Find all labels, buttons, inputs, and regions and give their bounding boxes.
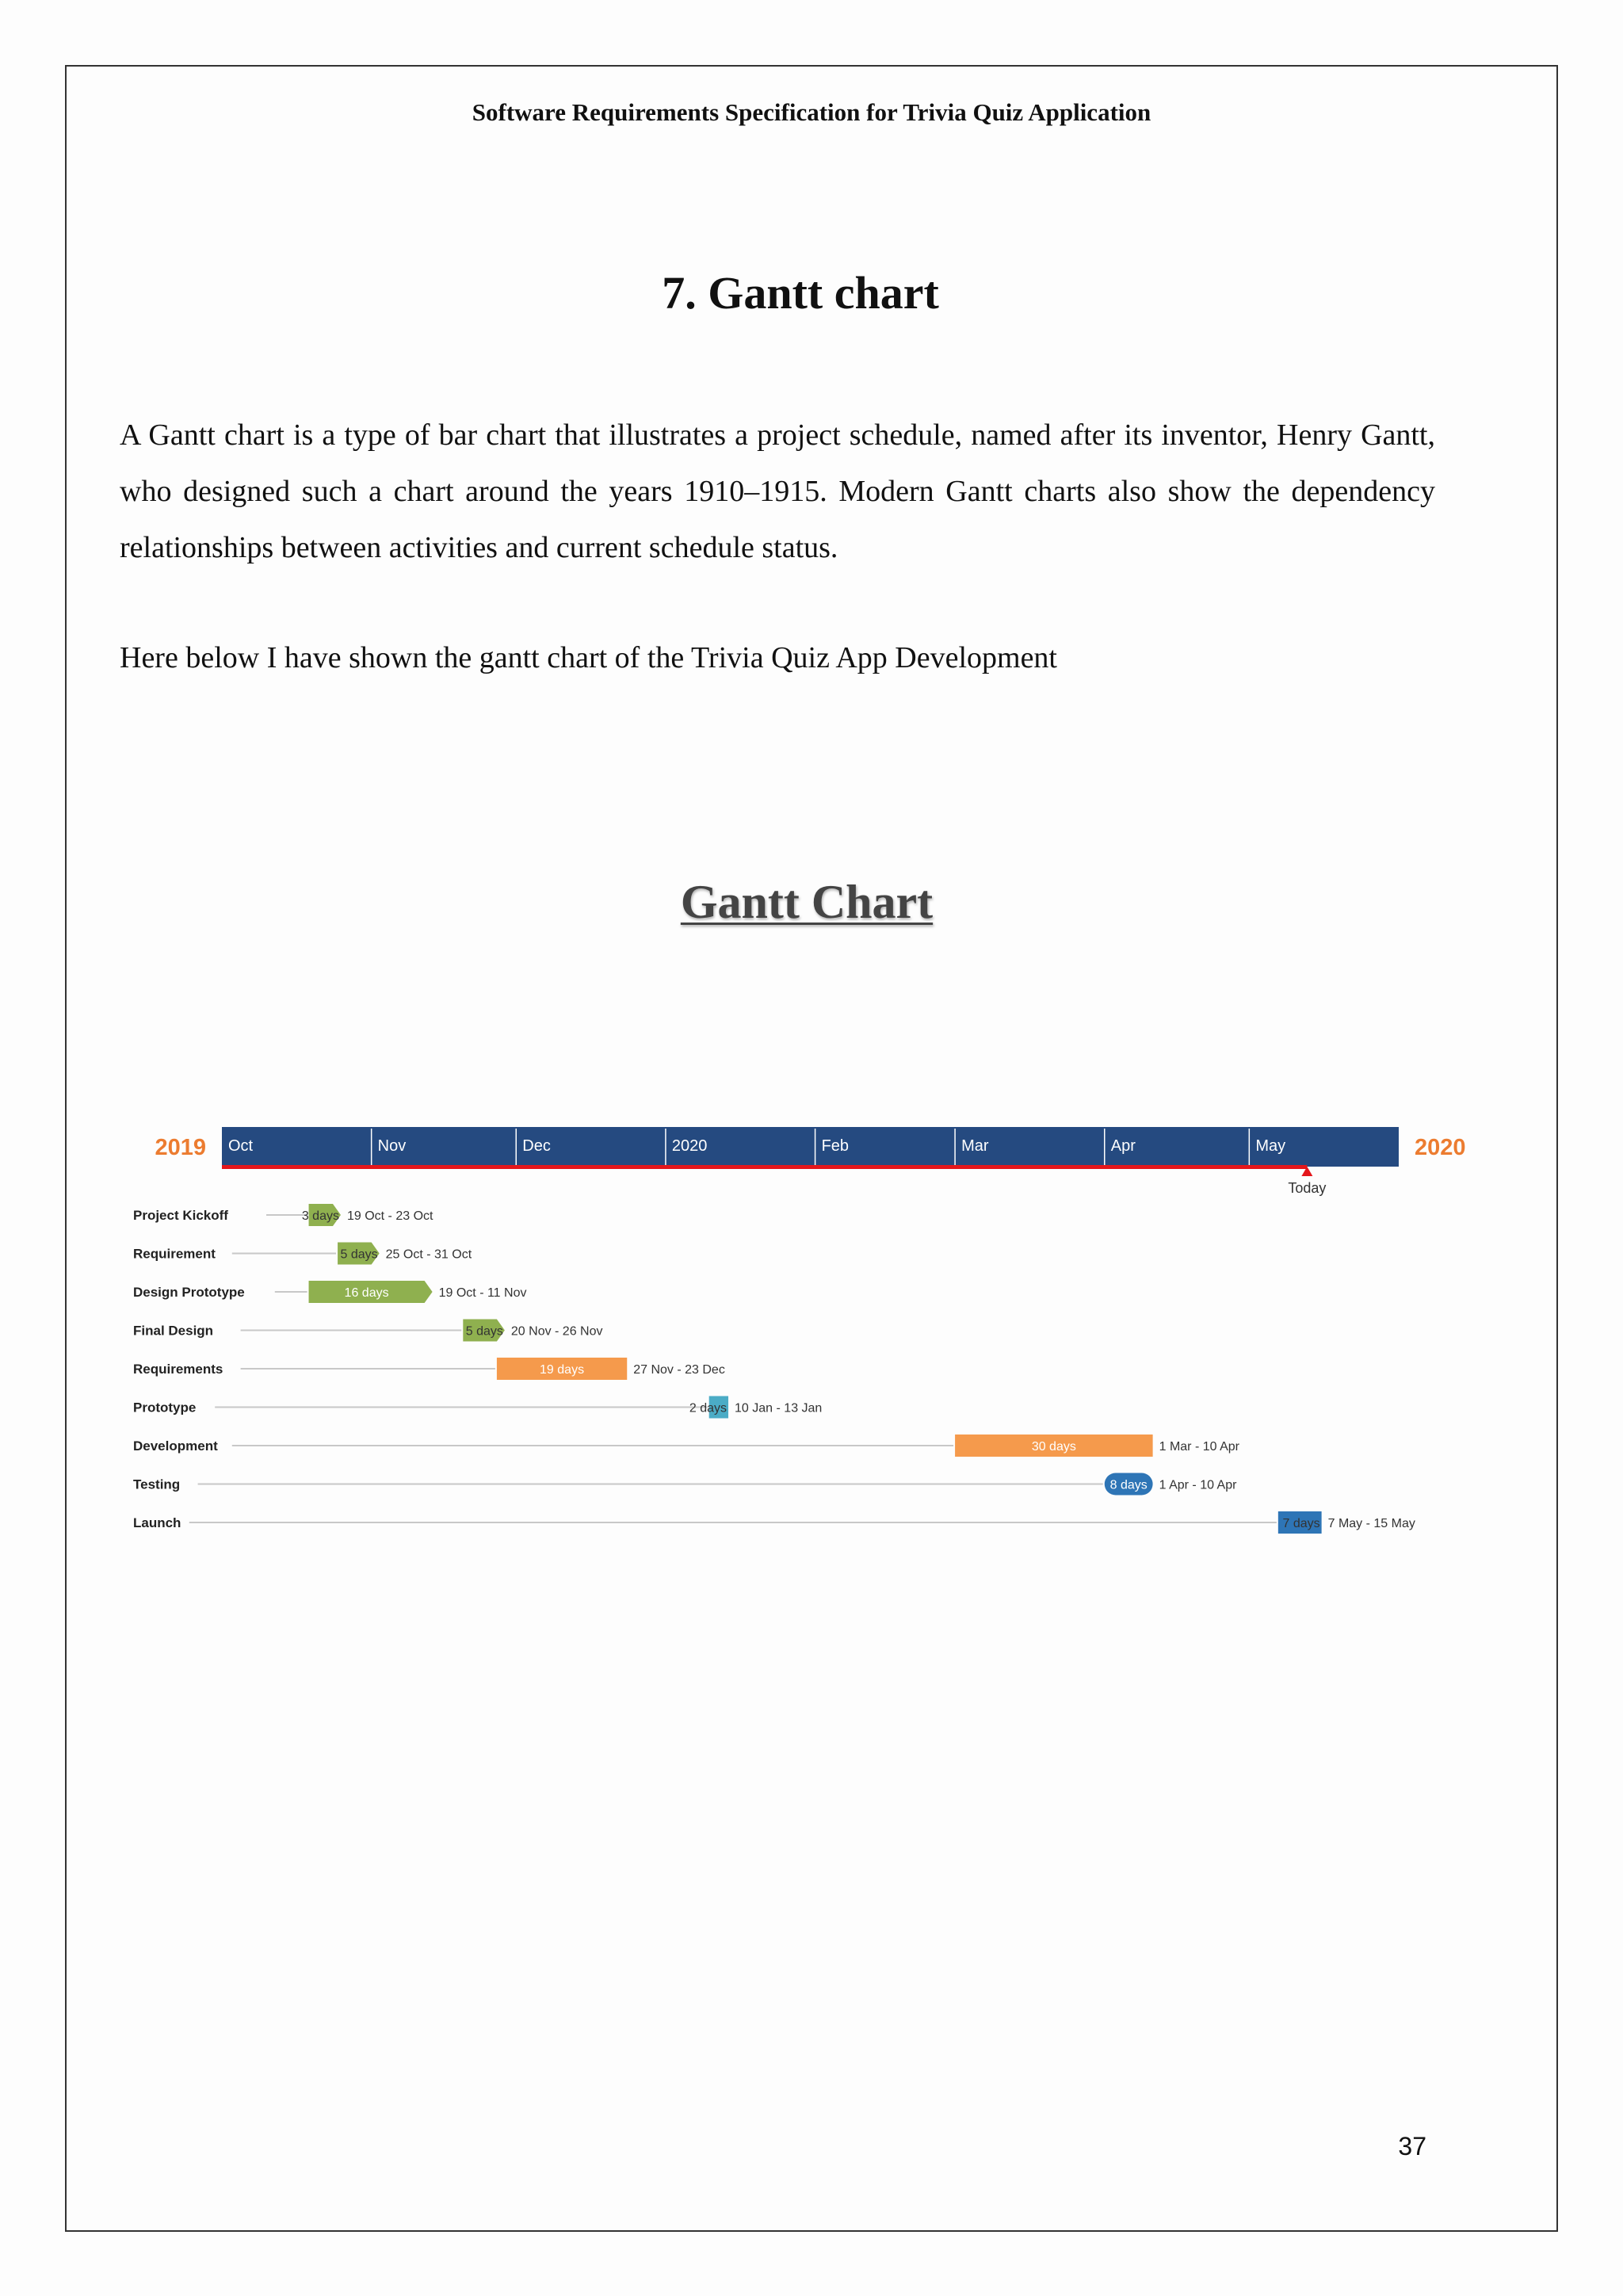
- end-year-label: 2020: [1415, 1135, 1466, 1160]
- month-label: Dec: [522, 1137, 551, 1155]
- task-duration-label: 3 days: [301, 1209, 339, 1223]
- page-number: 37: [1398, 2132, 1426, 2160]
- task-date-label: 27 Nov - 23 Dec: [633, 1363, 725, 1377]
- running-header: Software Requirements Specification for Trivia Quiz Application: [472, 98, 1151, 126]
- task-duration-label: 8 days: [1109, 1478, 1148, 1492]
- task-duration-label: 2 days: [689, 1401, 727, 1415]
- task-name: Project Kickoff: [133, 1208, 228, 1223]
- task-duration-label: 5 days: [340, 1247, 378, 1262]
- start-year-label: 2019: [155, 1135, 206, 1160]
- today-progress-line: [222, 1165, 1307, 1169]
- intro-paragraph: A Gantt chart is a type of bar chart that illustrates a project schedule, named after its inventor, Henry Gantt, who designed such a chart around the years 1910–1915. Modern Gantt charts also show the dependency relationships between activities and current schedule status.: [120, 418, 1435, 564]
- task-name: Testing: [133, 1477, 181, 1492]
- task-duration-label: 5 days: [465, 1324, 503, 1339]
- month-label: Feb: [821, 1137, 850, 1155]
- month-label: 2020: [671, 1137, 708, 1155]
- chart-heading: Gantt Chart: [680, 876, 934, 928]
- task-date-label: 7 May - 15 May: [1327, 1517, 1415, 1530]
- task-date-label: 19 Oct - 11 Nov: [438, 1286, 527, 1300]
- task-duration-label: 30 days: [1031, 1440, 1076, 1454]
- task-date-label: 19 Oct - 23 Oct: [346, 1209, 433, 1223]
- month-label: Apr: [1110, 1137, 1136, 1155]
- task-name: Design Prototype: [133, 1285, 245, 1300]
- task-duration-label: 16 days: [344, 1286, 389, 1300]
- task-date-label: 1 Apr - 10 Apr: [1159, 1478, 1237, 1492]
- task-date-label: 10 Jan - 13 Jan: [735, 1401, 823, 1415]
- task-date-label: 1 Mar - 10 Apr: [1159, 1440, 1239, 1454]
- task-name: Prototype: [133, 1400, 197, 1415]
- section-title: 7. Gantt chart: [662, 267, 939, 319]
- task-duration-label: 19 days: [540, 1363, 585, 1377]
- task-name: Final Design: [133, 1323, 214, 1339]
- task-name: Requirement: [133, 1246, 216, 1262]
- task-name: Launch: [133, 1515, 181, 1530]
- month-label: May: [1255, 1137, 1286, 1155]
- task-name: Requirements: [133, 1362, 223, 1377]
- month-label: Oct: [228, 1137, 254, 1155]
- task-name: Development: [133, 1438, 218, 1454]
- task-date-label: 25 Oct - 31 Oct: [385, 1247, 472, 1262]
- task-duration-label: 7 days: [1282, 1517, 1320, 1530]
- month-label: Nov: [377, 1137, 407, 1155]
- task-date-label: 20 Nov - 26 Nov: [510, 1324, 603, 1339]
- today-label: Today: [1288, 1180, 1327, 1196]
- lead-in-paragraph: Here below I have shown the gantt chart of the Trivia Quiz App Development: [120, 641, 1057, 674]
- month-label: Mar: [961, 1137, 989, 1155]
